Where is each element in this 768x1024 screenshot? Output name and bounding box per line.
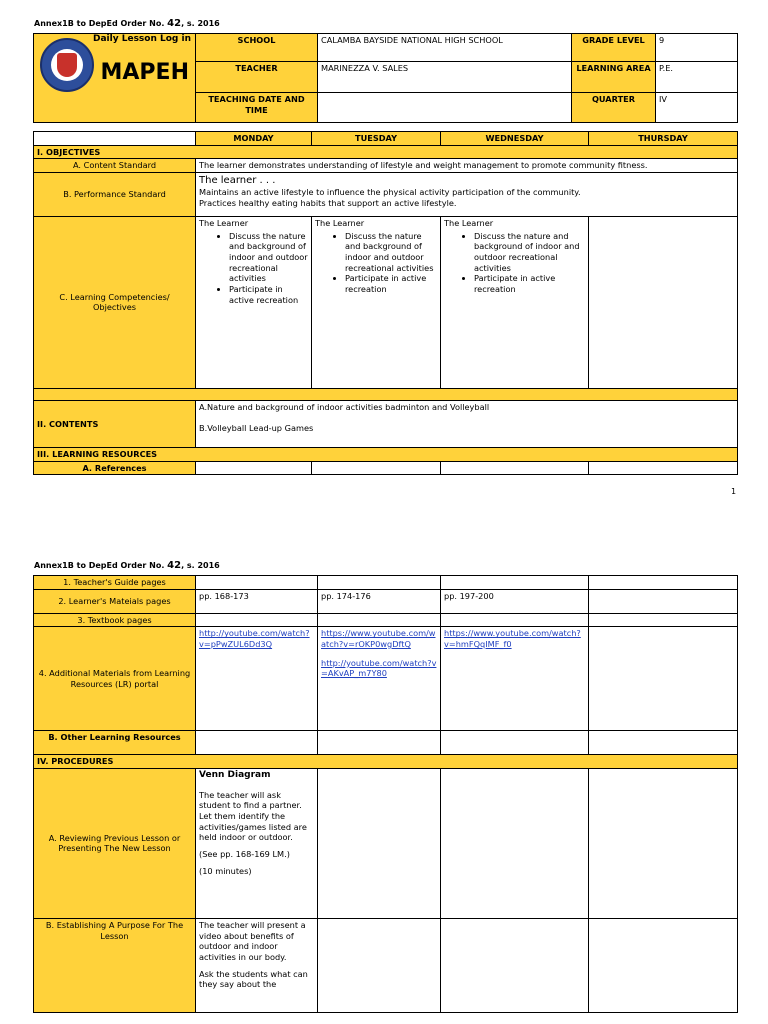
venn-reference: (See pp. 168-169 LM.)	[199, 848, 290, 859]
competencies-thursday	[589, 216, 738, 388]
competencies-list	[315, 231, 437, 295]
tg-monday	[196, 576, 318, 590]
annex-suffix: , s. 2016	[181, 561, 220, 570]
references-wednesday	[441, 461, 589, 475]
purpose-monday	[196, 918, 318, 1012]
annex-prefix: Annex1B to DepEd Order No.	[34, 19, 168, 28]
teachers-guide-label: 1. Teacher's Guide pages	[34, 576, 196, 590]
references-thursday	[589, 461, 738, 475]
contents-heading: II. CONTENTS	[34, 400, 196, 447]
venn-text: The teacher will ask student to find a partner. Let them identify the activities/games listed are held indoor or outdoor.	[199, 789, 307, 843]
additional-thursday	[589, 627, 738, 731]
reviewing-wednesday	[441, 768, 589, 918]
reviewing-tuesday	[318, 768, 441, 918]
competency-item: • Participate in active recreation	[229, 284, 308, 305]
quarter-label: QUARTER	[572, 93, 656, 123]
grade-level-value: 9	[656, 34, 738, 62]
lm-tuesday: pp. 174-176	[318, 589, 441, 613]
other-thursday	[589, 731, 738, 755]
competencies-tuesday	[312, 216, 441, 388]
competency-item: • Participate in active recreation	[345, 273, 437, 294]
procedures-heading: IV. PROCEDURES	[34, 755, 738, 769]
performance-standard-cell	[196, 172, 738, 216]
textbook-label: 3. Textbook pages	[34, 613, 196, 627]
tg-thursday	[589, 576, 738, 590]
competency-item: • Discuss the nature and background of indoor and outdoor recreational activities	[474, 231, 585, 274]
annex-number: 42	[167, 560, 182, 571]
other-monday	[196, 731, 318, 755]
additional-tuesday	[318, 627, 441, 731]
dll-title: Daily Lesson Log in	[93, 34, 191, 44]
additional-monday	[196, 627, 318, 731]
purpose-tuesday	[318, 918, 441, 1012]
other-wednesday	[441, 731, 589, 755]
competencies-label: C. Learning Competencies/ Objectives	[34, 216, 196, 388]
contents-cell	[196, 400, 738, 447]
references-monday	[196, 461, 312, 475]
contents-b: B.Volleyball Lead-up Games	[199, 422, 314, 433]
purpose-thursday	[589, 918, 738, 1012]
performance-standard-label: B. Performance Standard	[34, 172, 196, 216]
performance-line-2: Practices healthy eating habits that support an active lifestyle.	[199, 197, 457, 208]
school-label: SCHOOL	[196, 34, 318, 62]
venn-duration: (10 minutes)	[199, 865, 252, 876]
venn-diagram-title: Venn Diagram	[199, 769, 271, 780]
day-monday: MONDAY	[196, 132, 312, 146]
quarter-value: IV	[656, 93, 738, 123]
learner-label: The Learner	[199, 217, 249, 228]
competency-item: • Discuss the nature and background of indoor and outdoor recreational activities	[345, 231, 437, 274]
content-standard-text: The learner demonstrates understanding of lifestyle and weight management to promote community fitness.	[196, 159, 738, 173]
purpose-question: Ask the students what can they say about the	[199, 968, 308, 990]
tg-tuesday	[318, 576, 441, 590]
learning-area-label: LEARNING AREA	[572, 62, 656, 93]
additional-materials-label: 4. Additional Materials from Learning Resources (LR) portal	[34, 627, 196, 731]
day-thursday: THURSDAY	[589, 132, 738, 146]
performance-intro: The learner . . .	[199, 174, 276, 186]
learner-label: The Learner	[444, 217, 494, 228]
competencies-monday	[196, 216, 312, 388]
day-header-blank	[34, 132, 196, 146]
performance-line-1: Maintains an active lifestyle to influence the physical activity participation of the community.	[199, 186, 581, 197]
tb-monday	[196, 613, 318, 627]
contents-a: A.Nature and background of indoor activities badminton and Volleyball	[199, 401, 490, 412]
day-wednesday: WEDNESDAY	[441, 132, 589, 146]
purpose-wednesday	[441, 918, 589, 1012]
purpose-label: B. Establishing A Purpose For The Lesson	[34, 918, 196, 1012]
lm-wednesday: pp. 197-200	[441, 589, 589, 613]
subject-title: MAPEH	[100, 60, 189, 85]
competencies-wednesday	[441, 216, 589, 388]
lesson-table-page1	[33, 131, 738, 475]
tb-tuesday	[318, 613, 441, 627]
reviewing-thursday	[589, 768, 738, 918]
video-link[interactable]: http://youtube.com/watch?v=pPwZUL6Dd3Q	[199, 628, 310, 649]
video-link[interactable]: https://www.youtube.com/watch?v=rOKP0wgDftQ	[321, 628, 436, 649]
competencies-list	[444, 231, 585, 295]
content-standard-label: A. Content Standard	[34, 159, 196, 173]
video-link[interactable]: https://www.youtube.com/watch?v=hmFQqIMF_f0	[444, 628, 581, 649]
video-link[interactable]: http://youtube.com/watch?v=AKvAP_m7Y80	[321, 657, 437, 679]
learning-resources-heading: III. LEARNING RESOURCES	[34, 447, 738, 461]
teaching-date-value	[318, 93, 572, 123]
annex-header-2	[34, 560, 220, 571]
header-table	[33, 33, 738, 123]
annex-prefix: Annex1B to DepEd Order No.	[34, 561, 168, 570]
grade-level-label: GRADE LEVEL	[572, 34, 656, 62]
references-label: A. References	[34, 461, 196, 475]
page-number: 1	[731, 487, 737, 496]
annex-number: 42	[167, 18, 182, 29]
logo-cell	[34, 34, 196, 123]
contents-band	[34, 388, 738, 400]
competency-item: • Discuss the nature and background of indoor and outdoor recreational activities	[229, 231, 308, 284]
learner-label: The Learner	[315, 217, 365, 228]
tb-wednesday	[441, 613, 589, 627]
objectives-heading: I. OBJECTIVES	[34, 145, 738, 159]
school-value: CALAMBA BAYSIDE NATIONAL HIGH SCHOOL	[318, 34, 572, 62]
competency-item: • Participate in active recreation	[474, 273, 585, 294]
references-tuesday	[312, 461, 441, 475]
lesson-table-page2	[33, 575, 738, 1013]
teacher-value: MARINEZZA V. SALES	[318, 62, 572, 93]
competencies-list	[199, 231, 308, 306]
annex-suffix: , s. 2016	[181, 19, 220, 28]
purpose-text: The teacher will present a video about benefits of outdoor and indoor activities in our body.	[199, 919, 306, 962]
other-tuesday	[318, 731, 441, 755]
tg-wednesday	[441, 576, 589, 590]
tb-thursday	[589, 613, 738, 627]
day-tuesday: TUESDAY	[312, 132, 441, 146]
annex-header-1	[34, 18, 220, 29]
other-resources-label: B. Other Learning Resources	[34, 731, 196, 755]
learning-area-value: P.E.	[656, 62, 738, 93]
lm-monday: pp. 168-173	[196, 589, 318, 613]
teacher-label: TEACHER	[196, 62, 318, 93]
deped-seal-icon	[40, 38, 94, 92]
reviewing-label: A. Reviewing Previous Lesson or Presenting The New Lesson	[34, 768, 196, 918]
lm-thursday	[589, 589, 738, 613]
additional-wednesday	[441, 627, 589, 731]
learners-materials-label: 2. Learner's Mateials pages	[34, 589, 196, 613]
reviewing-monday	[196, 768, 318, 918]
teaching-date-label: TEACHING DATE AND TIME	[196, 93, 318, 123]
